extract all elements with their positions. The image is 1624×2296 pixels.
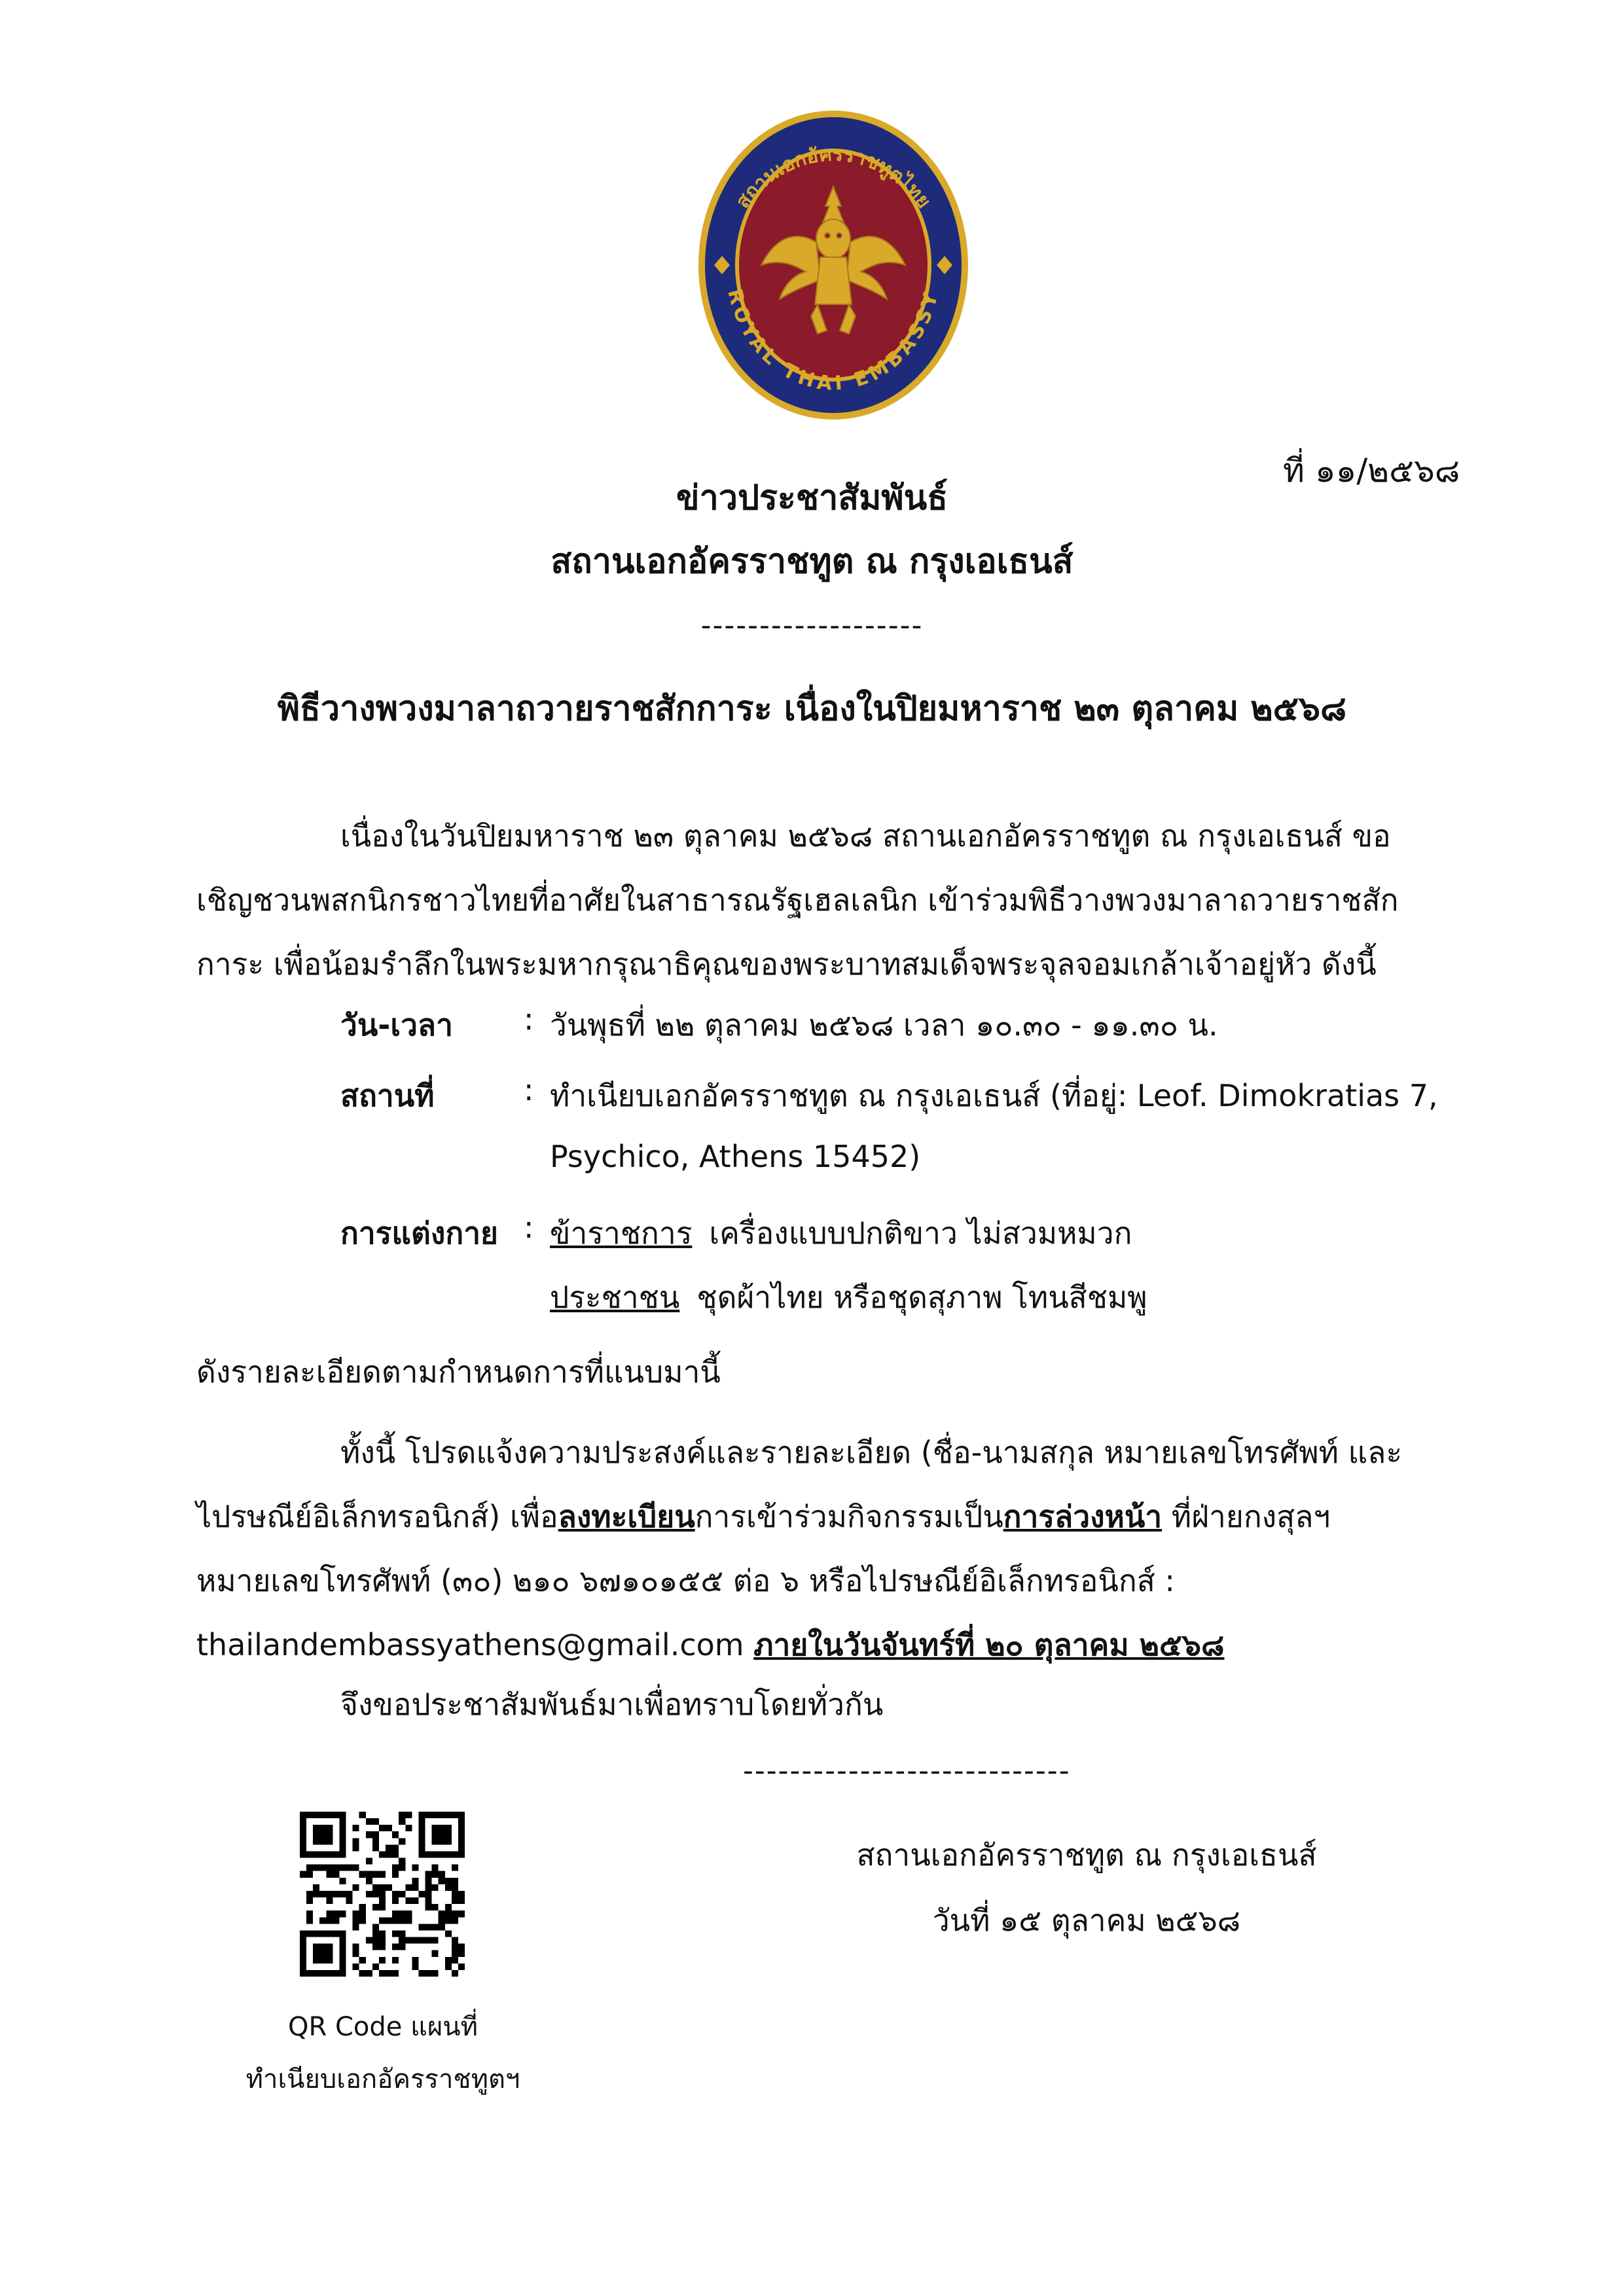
- dress-code-label: การแต่งกาย: [340, 1215, 499, 1251]
- map-qr-code[interactable]: [300, 1812, 465, 1977]
- svg-text:ROYAL THAI EMBASSY: ROYAL THAI EMBASSY: [723, 287, 944, 396]
- dress-public: [550, 1274, 1147, 1321]
- subject-heading: พิธีวางพวงมาลาถวายราชสักการะ เนื่องในปิยมหาราช ๒๓ ตุลาคม ๒๕๖๘: [277, 689, 1347, 728]
- qr-caption-line-2: ทำเนียบเอกอัครราชทูตฯ: [245, 2064, 520, 2094]
- deadline-emphasis: ภายในวันจันทร์ที่ ๒๐ ตุลาคม ๒๕๖๘: [753, 1627, 1225, 1662]
- register-emphasis: ลงทะเบียน: [558, 1499, 695, 1534]
- advance-emphasis: การล่วงหน้า: [1003, 1499, 1163, 1534]
- date-time-label: วัน-เวลา: [340, 1007, 453, 1043]
- schedule-note: ดังรายละเอียดตามกำหนดการที่แนบมานี้: [196, 1354, 721, 1390]
- press-release-title: ข่าวประชาสัมพันธ์: [676, 478, 948, 518]
- intro-text: เนื่องในวันปิยมหาราช ๒๓ ตุลาคม ๒๕๖๘ สถานเอกอัครราชทูต ณ กรุงเอเธนส์ ขอเชิญชวนพสกนิกรชาวไทยที่อาศัยในสาธารณรัฐเฮลเลนิก เข้าร่วมพิธีวางพวงมาลาถวายราชสักการะ เพื่อน้อมรำลึกในพระมหากรุณาธิคุณของพระบาทสมเด็จพระจุลจอมเกล้าเจ้าอยู่หัว ดังนี้: [196, 818, 1399, 982]
- document-number: ที่ ๑๑/๒๕๖๘: [1283, 452, 1460, 490]
- colon: :: [524, 1072, 534, 1107]
- qr-finder-top-right: [418, 1812, 465, 1858]
- date-time-value: วันพุธที่ ๒๒ ตุลาคม ๒๕๖๘ เวลา ๑๐.๓๐ - ๑๑.๓๐ น.: [550, 1007, 1218, 1043]
- qr-caption-line-1: QR Code แผนที่: [287, 2012, 478, 2042]
- registration-text-1: ทั้งนี้ โปรดแจ้งความประสงค์และรายละเอียด (ชื่อ-นามสกุล หมายเลขโทรศัพท์ และไปรษณีย์อิเล็กทรอนิกส์) เพื่อ: [196, 1435, 1403, 1534]
- signature-org: สถานเอกอัครราชทูต ณ กรุงเอเธนส์: [856, 1837, 1317, 1873]
- colon: :: [524, 1001, 534, 1037]
- royal-thai-embassy-seal: [696, 108, 971, 422]
- dress-public-value: ชุดผ้าไทย หรือชุดสุภาพ โทนสีชมพู: [696, 1280, 1147, 1315]
- header-separator: -------------------: [700, 609, 924, 642]
- signature-date: วันที่ ๑๕ ตุลาคม ๒๕๖๘: [932, 1903, 1241, 1938]
- qr-finder-top-left: [300, 1812, 346, 1858]
- registration-paragraph: [196, 1420, 1427, 1677]
- venue-label: สถานที่: [340, 1078, 435, 1113]
- registration-text-3: ที่ฝ่ายกงสุลฯ หมายเลขโทรศัพท์ (๓๐) ๒๑๐ ๖๗๑๐๑๕๕ ต่อ ๖ หรือไปรษณีย์อิเล็กทรอนิกส์ : thailandembassyathens@gmail.com: [196, 1499, 1331, 1662]
- qr-finder-bottom-left: [300, 1930, 346, 1977]
- svg-text:สถานเอกอัครราชทูตไทย: สถานเอกอัครราชทูตไทย: [731, 143, 935, 213]
- venue-value: ทำเนียบเอกอัครราชทูต ณ กรุงเอเธนส์ (ที่อยู่: Leof. Dimokratias 7,: [550, 1078, 1438, 1113]
- dress-public-label: ประชาชน: [550, 1280, 680, 1315]
- closing-sentence: จึงขอประชาสัมพันธ์มาเพื่อทราบโดยทั่วกัน: [340, 1687, 884, 1722]
- dress-official: [550, 1210, 1132, 1257]
- embassy-name: สถานเอกอัครราชทูต ณ กรุงเอเธนส์: [550, 542, 1074, 581]
- dress-official-value: เครื่องแบบปกติขาว ไม่สวมหมวก: [709, 1215, 1132, 1251]
- dress-official-label: ข้าราชการ: [550, 1215, 693, 1251]
- intro-paragraph: [196, 804, 1427, 996]
- registration-text-2: การเข้าร่วมกิจกรรมเป็น: [695, 1499, 1003, 1534]
- closing-separator: ----------------------------: [743, 1754, 1071, 1787]
- venue-value-continued: Psychico, Athens 15452): [550, 1139, 921, 1174]
- colon: :: [524, 1210, 534, 1245]
